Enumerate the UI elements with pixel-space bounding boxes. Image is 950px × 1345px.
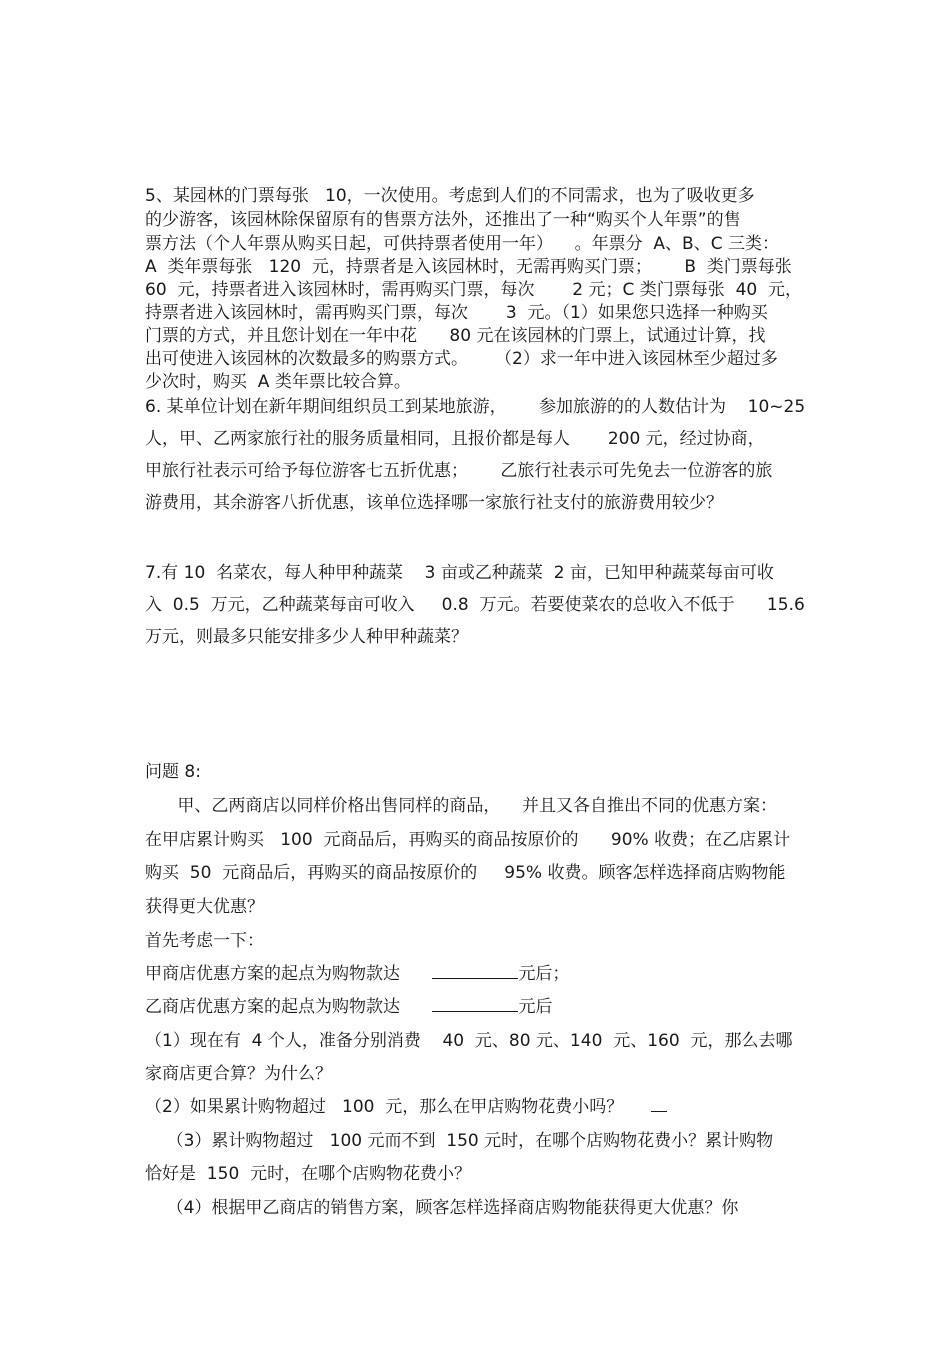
problem-7-line: 万元，则最多只能安排多少人种甲种蔬菜？ (145, 627, 468, 647)
problem-6-line: 游费用，其余游客八折优惠，该单位选择哪一家旅行社支付的旅游费用较少？ (145, 493, 723, 513)
fill-blank-1-suffix: 元后； (518, 964, 570, 984)
problem-8-intro-line: 获得更大优惠？ (145, 897, 264, 917)
problem-5-line: 的少游客，该园林除保留原有的售票方法外，还推出了一种“购买个人年票”的售 (145, 210, 741, 230)
question-1-line: （1）现在有 4 个人，准备分别消费 40 元、80 元、140 元、160 元，那么去哪 (145, 1031, 793, 1051)
problem-5-line: 60 元，持票者进入该园林时，需再购买门票，每次 2 元；C 类门票每张 40 元， (145, 280, 803, 300)
problem-5-line: 票方法（个人年票从购买日起，可供持票者使用一年） 。年票分 A、B、C 三类： (145, 234, 779, 254)
consider-label: 首先考虑一下： (145, 931, 264, 951)
problem-5-line: 门票的方式，并且您计划在一年中花 80 元在该园林的门票上，试通过计算，找 (145, 326, 766, 346)
problem-6-line: 人，甲、乙两家旅行社的服务质量相同，且报价都是每人 200 元，经过协商， (145, 429, 765, 449)
problem-6-line: 6. 某单位计划在新年期间组织员工到某地旅游， 参加旅游的的人数估计为 10~25 (145, 397, 806, 417)
problem-5-line: 少次时，购买 A 类年票比较合算。 (145, 372, 411, 392)
problem-5-line: 持票者进入该园林时，需再购买门票，每次 3 元。（1）如果您只选择一种购买 (145, 303, 768, 323)
problem-8-intro-line: 在甲店累计购买 100 元商品后，再购买的商品按原价的 90% 收费；在乙店累计 (145, 830, 791, 850)
question-1-line: 家商店更合算？为什么？ (145, 1064, 332, 1084)
problem-7-line: 7.有 10 名菜农，每人种甲种蔬菜 3 亩或乙种蔬菜 2 亩，已知甲种蔬菜每亩可收 (145, 563, 774, 583)
answer-blank-3[interactable] (651, 1097, 667, 1112)
problem-5-line: 5、某园林的门票每张 10，一次使用。考虑到人们的不同需求，也为了吸收更多 (145, 186, 755, 206)
problem-8-heading: 问题 8: (145, 762, 201, 782)
problem-5-line: A 类年票每张 120 元，持票者是入该园林时，无需再购买门票； B 类门票每张 (145, 257, 792, 277)
problem-6-line: 甲旅行社表示可给予每位游客七五折优惠； 乙旅行社表示可先免去一位游客的旅 (145, 461, 773, 481)
problem-8-intro-line: 甲、乙两商店以同样价格出售同样的商品， 并且又各自推出不同的优惠方案： (145, 796, 778, 816)
question-4-line: （4）根据甲乙商店的销售方案，顾客怎样选择商店购物能获得更大优惠？你 (145, 1198, 739, 1218)
question-2-line (145, 1097, 667, 1117)
fill-blank-line-2 (145, 997, 552, 1017)
answer-blank-2[interactable] (432, 997, 518, 1012)
fill-blank-2-suffix: 元后 (518, 997, 553, 1017)
fill-blank-line-1 (145, 964, 569, 984)
answer-blank-1[interactable] (432, 964, 518, 979)
question-3-line: （3）累计购物超过 100 元而不到 150 元时，在哪个店购物花费小？累计购物 (145, 1131, 774, 1151)
problem-8-intro-line: 购买 50 元商品后，再购买的商品按原价的 95% 收费。顾客怎样选择商店购物能 (145, 863, 786, 883)
problem-7-line: 入 0.5 万元，乙种蔬菜每亩可收入 0.8 万元。若要使菜农的总收入不低于 15.6 (145, 595, 805, 615)
question-2-text: （2）如果累计购物超过 100 元，那么在甲店购物花费小吗？ (145, 1097, 624, 1117)
problem-5-line: 出可使进入该园林的次数最多的购票方式。 （2）求一年中进入该园林至少超过多 (145, 349, 778, 369)
fill-blank-1-prefix: 甲商店优惠方案的起点为购物款达 (145, 964, 433, 984)
question-3-line: 恰好是 150 元时，在哪个店购物花费小？ (145, 1164, 472, 1184)
fill-blank-2-prefix: 乙商店优惠方案的起点为购物款达 (145, 997, 433, 1017)
